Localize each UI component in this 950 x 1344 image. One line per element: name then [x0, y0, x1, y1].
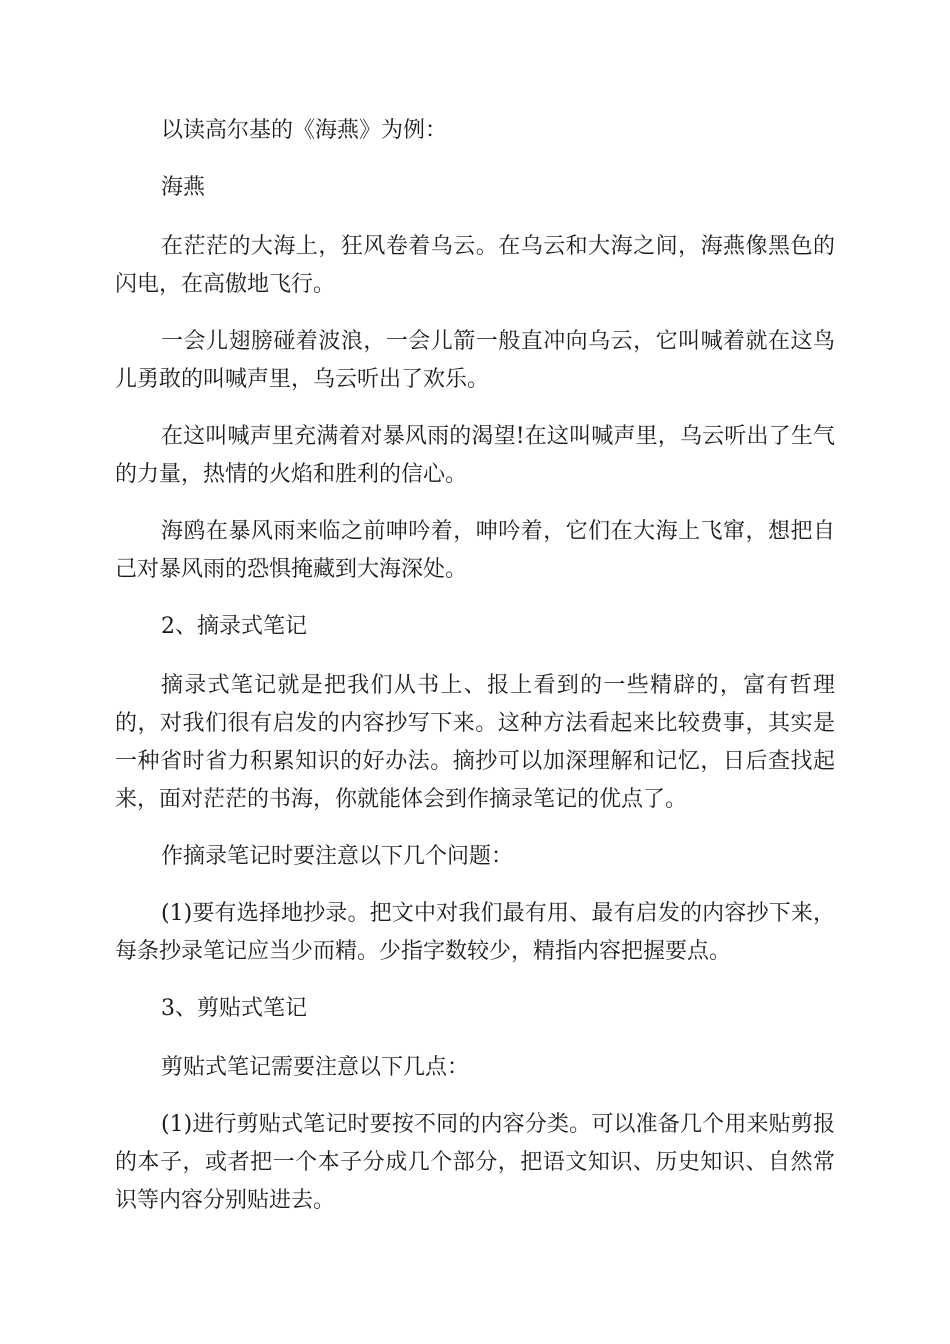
poem-paragraph-2: 一会儿翅膀碰着波浪，一会儿箭一般直冲向乌云，它叫喊着就在这鸟儿勇敢的叫喊声里，乌云听出了欢乐。	[115, 329, 835, 392]
poem-title: 海燕	[161, 175, 206, 200]
excerpt-notes-description: 摘录式笔记就是把我们从书上、报上看到的一些精辟的，富有哲理的，对我们很有启发的内容抄写下来。这种方法看起来比较费事，其实是一种省时省力积累知识的好办法。摘抄可以加深理解和记忆，日后查找起来，面对茫茫的书海，你就能体会到作摘录笔记的优点了。	[115, 673, 835, 812]
paragraph-intro: 以读高尔基的《海燕》为例：	[161, 118, 448, 143]
clipping-notes-points-intro: 剪贴式笔记需要注意以下几点：	[161, 1055, 470, 1080]
excerpt-notes-issue-1: (1)要有选择地抄录。把文中对我们最有用、最有启发的内容抄下来，每条抄录笔记应当少而精。少指字数较少，精指内容把握要点。	[115, 901, 835, 964]
poem-paragraph-1: 在茫茫的大海上，狂风卷着乌云。在乌云和大海之间，海燕像黑色的闪电，在高傲地飞行。	[115, 234, 835, 297]
section-heading-excerpt-notes: 2、摘录式笔记	[161, 614, 307, 639]
document-body	[115, 112, 835, 1239]
section-heading-clipping-notes: 3、剪贴式笔记	[161, 996, 307, 1021]
poem-paragraph-4: 海鸥在暴风雨来临之前呻吟着，呻吟着，它们在大海上飞窜，想把自己对暴风雨的恐惧掩藏到大海深处。	[115, 519, 835, 582]
excerpt-notes-issues-intro: 作摘录笔记时要注意以下几个问题：	[161, 844, 514, 869]
poem-paragraph-3: 在这叫喊声里充满着对暴风雨的渴望!在这叫喊声里，乌云听出了生气的力量，热情的火焰和胜利的信心。	[115, 424, 835, 487]
clipping-notes-point-1: (1)进行剪贴式笔记时要按不同的内容分类。可以准备几个用来贴剪报的本子，或者把一个本子分成几个部分，把语文知识、历史知识、自然常识等内容分别贴进去。	[115, 1112, 835, 1213]
